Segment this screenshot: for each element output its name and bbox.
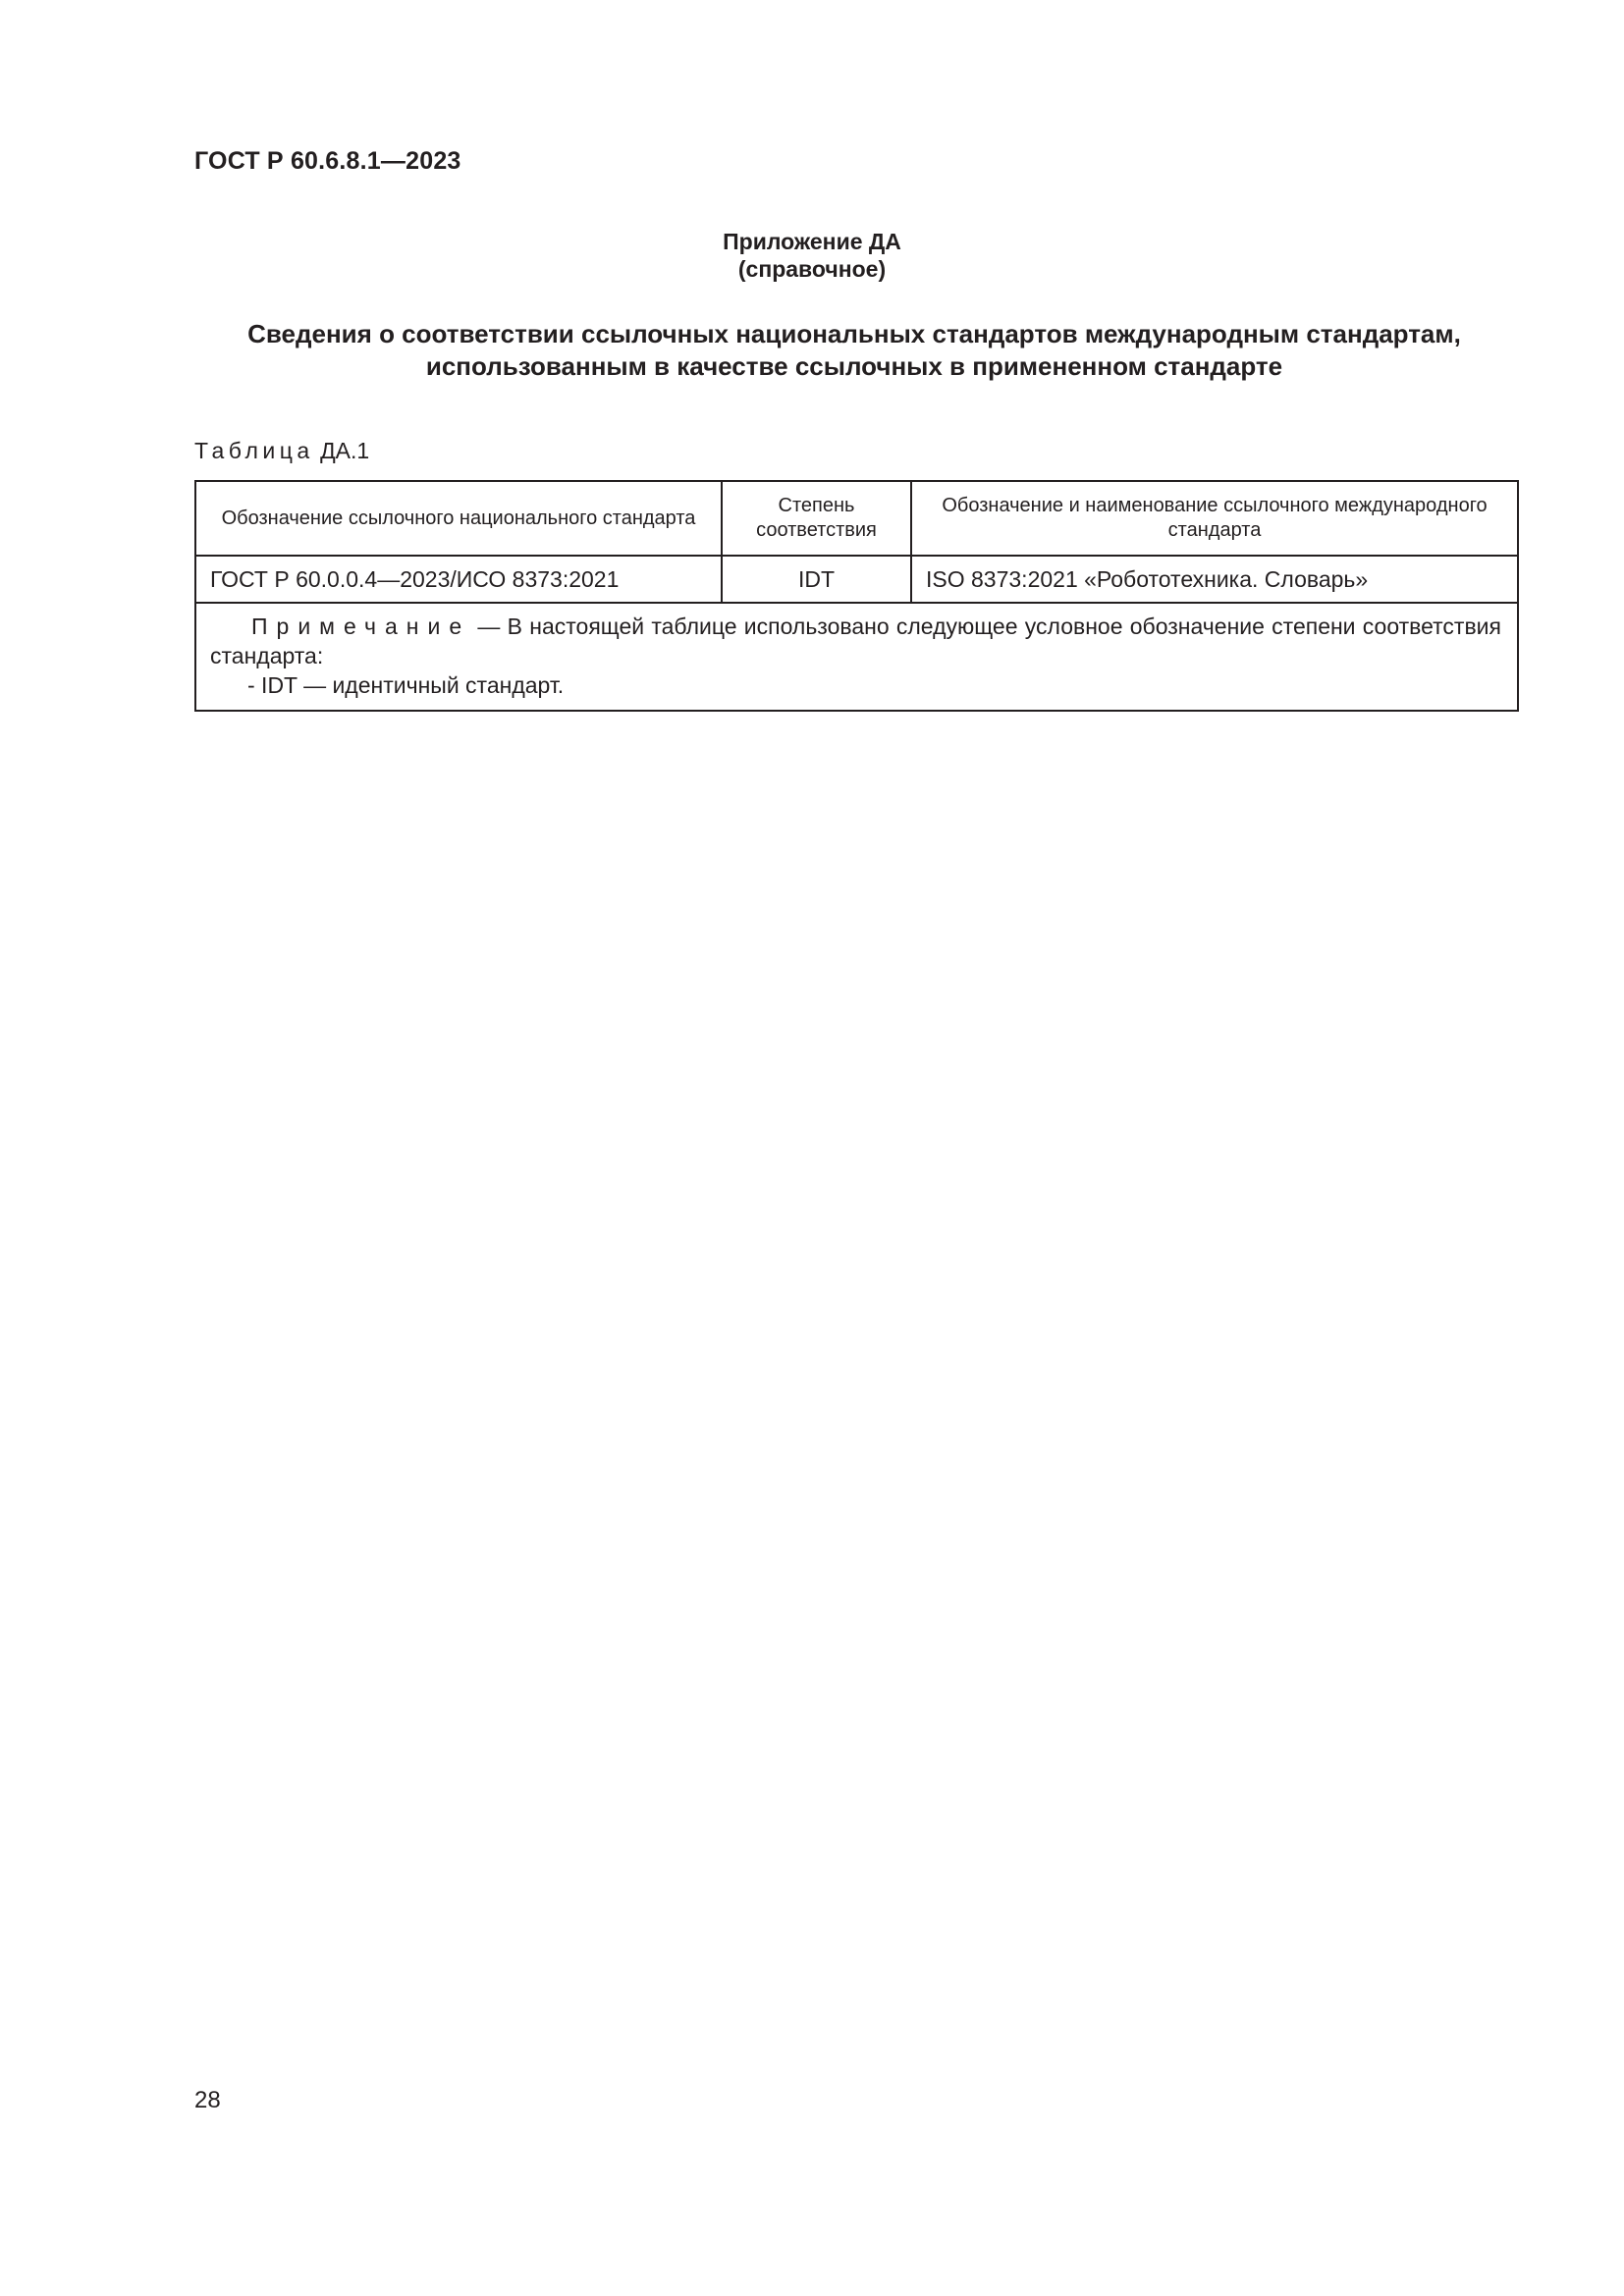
page-number: 28 <box>194 2087 221 2113</box>
table-caption <box>194 438 369 464</box>
note-text: — В настоящей таблице использовано следующее условное обозначение степени соответствия стандарта: <box>210 614 1501 668</box>
international-standard-cell: ISO 8373:2021 «Робототехника. Словарь» <box>911 556 1518 603</box>
document-code: ГОСТ Р 60.6.8.1—2023 <box>194 147 461 175</box>
section-heading-line2: использованным в качестве ссылочных в примененном стандарте <box>425 351 1283 381</box>
table-caption-word: Таблица <box>194 438 314 463</box>
table-row <box>195 556 1518 603</box>
column-header-national: Обозначение ссылочного национального стандарта <box>195 481 722 556</box>
table-caption-number: ДА.1 <box>320 438 370 463</box>
column-header-international: Обозначение и наименование ссылочного международного стандарта <box>911 481 1518 556</box>
section-heading <box>157 318 1551 383</box>
table-note <box>195 603 1518 711</box>
degree-cell: IDT <box>722 556 911 603</box>
table-note-row <box>195 603 1518 711</box>
column-header-degree: Степень соответствия <box>722 481 911 556</box>
correspondence-table <box>194 480 1519 712</box>
appendix-heading <box>0 228 1624 283</box>
appendix-subtitle: (справочное) <box>737 256 887 282</box>
note-label: Примечание <box>251 614 471 639</box>
national-standard-cell: ГОСТ Р 60.0.0.4—2023/ИСО 8373:2021 <box>195 556 722 603</box>
note-item: - IDT — идентичный стандарт. <box>247 672 565 698</box>
table-header-row <box>195 481 1518 556</box>
section-heading-line1: Сведения о соответствии ссылочных национальных стандартов международным стандартам, <box>247 319 1461 348</box>
appendix-title: Приложение ДА <box>723 229 901 254</box>
